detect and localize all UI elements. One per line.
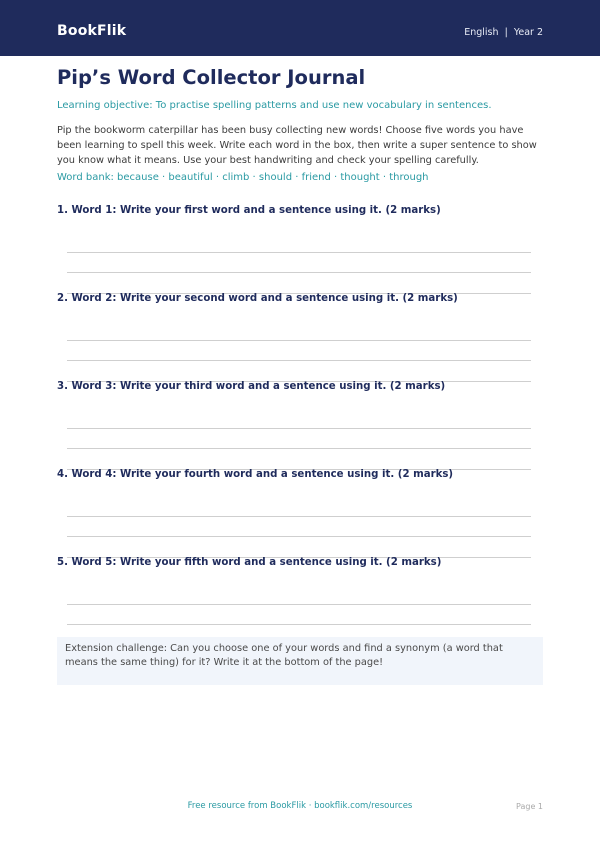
answer-line[interactable] [67, 536, 531, 537]
answer-line[interactable] [67, 428, 531, 429]
answer-line[interactable] [67, 448, 531, 449]
question-text: 2. Word 2: Write your second word and a sentence using it. (2 marks) [57, 293, 458, 304]
subject-year-label [464, 27, 543, 38]
extension-challenge-box: Extension challenge: Can you choose one of your words and find a synonym (a word that means the same thing) for it? Write it at the bottom of the page! [57, 637, 543, 685]
question-text: 4. Word 4: Write your fourth word and a sentence using it. (2 marks) [57, 469, 454, 480]
page-header [0, 0, 600, 56]
answer-line[interactable] [67, 516, 531, 517]
question-text: 1. Word 1: Write your first word and a sentence using it. (2 marks) [57, 205, 441, 216]
learning-objective: Learning objective: To practise spelling patterns and use new vocabulary in sentences. [57, 100, 492, 111]
answer-line[interactable] [67, 604, 531, 605]
year-label: Year 2 [513, 27, 543, 38]
word-bank: Word bank: because · beautiful · climb · should · friend · thought · through [57, 172, 429, 183]
answer-line[interactable] [67, 340, 531, 341]
question-text: 5. Word 5: Write your fifth word and a sentence using it. (2 marks) [57, 557, 442, 568]
question-text: 3. Word 3: Write your third word and a sentence using it. (2 marks) [57, 381, 446, 392]
answer-line[interactable] [67, 252, 531, 253]
intro-paragraph: Pip the bookworm caterpillar has been busy collecting new words! Choose five words you have been learning to spell this week. Write each word in the box, then write a super sentence to show you know what it means. Use your best handwriting and check your spelling carefully. [57, 125, 537, 166]
footer-resource-link[interactable]: Free resource from BookFlik · bookflik.com/resources [187, 801, 413, 811]
subject-label: English [464, 27, 499, 38]
answer-line[interactable] [67, 272, 531, 273]
page-number: Page 1 [516, 802, 543, 811]
brand-logo-text: BookFlik [57, 23, 127, 39]
answer-line[interactable] [67, 360, 531, 361]
meta-separator: | [504, 27, 508, 38]
answer-line[interactable] [67, 624, 531, 625]
page-title: Pip’s Word Collector Journal [57, 66, 366, 89]
